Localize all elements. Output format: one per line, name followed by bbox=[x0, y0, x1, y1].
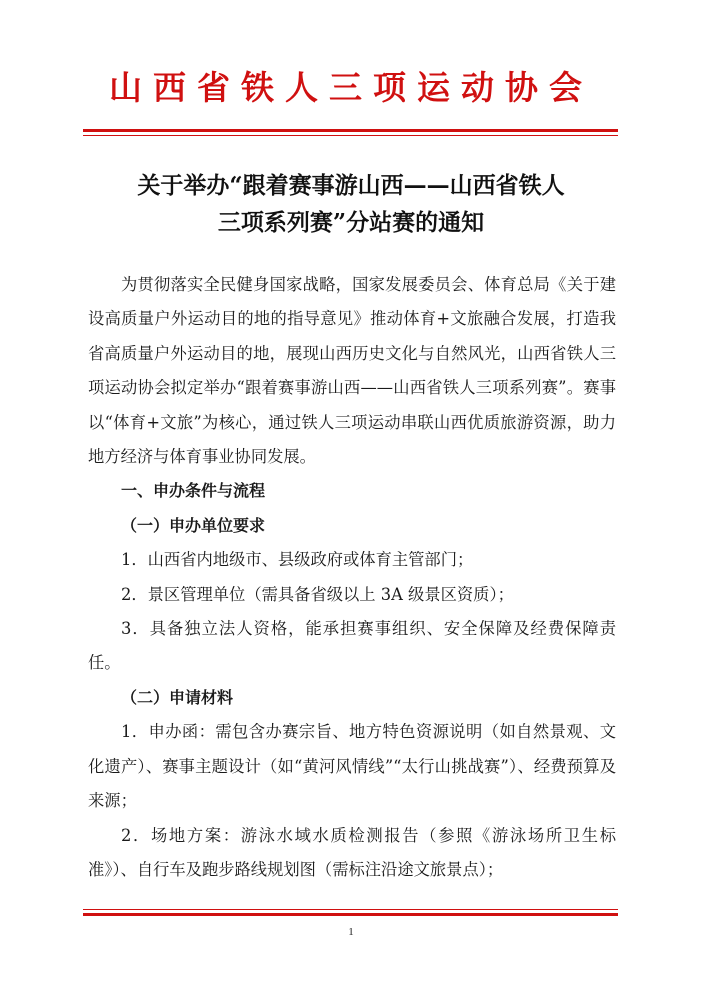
header-rule-thick bbox=[83, 129, 618, 132]
material-item: 1．申办函：需包含办赛宗旨、地方特色资源说明（如自然景观、文化遗产）、赛事主题设计（如“黄河风情线”“太行山挑战赛”）、经费预算及来源； bbox=[88, 722, 616, 811]
subsection-heading-requirements: （一）申办单位要求 bbox=[121, 515, 266, 535]
title-line-1: 关于举办“跟着赛事游山西——山西省铁人 bbox=[137, 172, 565, 199]
organization-header: 山西省铁人三项运动协会 bbox=[109, 68, 593, 107]
document-body bbox=[88, 268, 616, 887]
requirement-item: 3．具备独立法人资格，能承担赛事组织、安全保障及经费保障责任。 bbox=[88, 619, 616, 673]
material-item: 2．场地方案：游泳水域水质检测报告（参照《游泳场所卫生标准》）、自行车及跑步路线规划图（需标注沿途文旅景点）； bbox=[88, 825, 616, 879]
footer-rule-thick bbox=[83, 913, 618, 916]
subsection-heading-materials: （二）申请材料 bbox=[121, 687, 234, 707]
requirement-item: 1．山西省内地级市、县级政府或体育主管部门； bbox=[121, 550, 474, 570]
page-number: 1 bbox=[348, 926, 354, 938]
requirement-item: 2．景区管理单位（需具备省级以上 3A 级景区资质）； bbox=[121, 584, 514, 604]
title-line-2: 三项系列赛”分站赛的通知 bbox=[217, 209, 485, 236]
header-rule-thin bbox=[83, 135, 618, 136]
section-heading-1: 一、申办条件与流程 bbox=[121, 481, 266, 501]
document-title bbox=[70, 167, 632, 241]
intro-paragraph: 为贯彻落实全民健身国家战略，国家发展委员会、体育总局《关于建设高质量户外运动目的地的指导意见》推动体育+文旅融合发展，打造我省高质量户外运动目的地，展现山西历史文化与自然风光，山西省铁人三项运动协会拟定举办“跟着赛事游山西——山西省铁人三项系列赛”。赛事以“体育+文旅”为核心，通过铁人三项运动串联山西优质旅游资源，助力地方经济与体育事业协同发展。 bbox=[88, 275, 616, 467]
footer-rule-thin bbox=[83, 909, 618, 910]
